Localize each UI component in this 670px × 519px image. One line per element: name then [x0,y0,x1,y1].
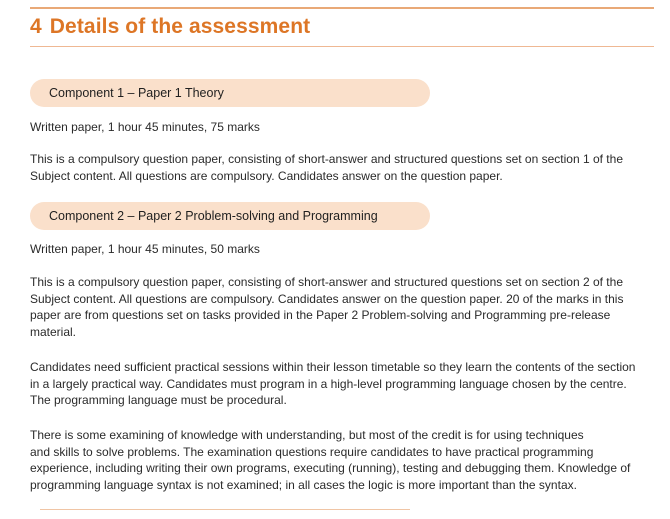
component-2-examining [30,427,662,493]
text-line: Subject content. All questions are compulsory. Candidates answer on the question paper. [30,168,503,183]
text-line: This is a compulsory question paper, consisting of short-answer and structured questions set on section 1 of the [30,152,623,166]
component-1-heading: Component 1 – Paper 1 Theory [30,79,430,107]
component-2-format-text: Written paper, 1 hour 45 minutes, 50 marks [30,242,260,256]
text-line: and skills to solve problems. The examination questions require candidates to have practical programming [30,444,594,459]
text-line: experience, including writing their own programs, executing (running), testing and debugging them. Knowledge of [30,461,631,475]
text-line: paper are from questions set on tasks provided in the Paper 2 Problem-solving and Programming pre-release [30,308,611,322]
section-heading [30,15,310,39]
text-line: Candidates need sufficient practical sessions within their lesson timetable so they learn the contents of the section [30,360,636,374]
section-title: Details of the assessment [49,15,311,38]
text-line: Subject content. All questions are compulsory. Candidates answer on the question paper. 20 of the marks in this [30,291,624,306]
component-1-format [30,119,662,136]
section-number: 4 [30,15,42,38]
text-line: in a largely practical way. Candidates must program in a high-level programming language chosen by the centre. [30,376,627,391]
text-line: There is some examining of knowledge with understanding, but most of the credit is for using techniques [30,428,584,442]
component-2-practical-sessions [30,359,662,409]
bottom-rule [40,509,410,510]
component-1-description [30,151,662,184]
text-line: The programming language must be procedural. [30,393,287,407]
heading-underline-rule [30,46,654,47]
text-line: material. [30,324,77,339]
text-line: programming language syntax is not examined; in all cases the logic is more important than the syntax. [30,477,577,492]
component-2-format [30,241,662,258]
top-rule [30,7,654,9]
component-2-description [30,274,662,340]
text-line: This is a compulsory question paper, consisting of short-answer and structured questions set on section 2 of the [30,275,623,289]
component-1-format-text: Written paper, 1 hour 45 minutes, 75 marks [30,120,260,134]
component-2-heading: Component 2 – Paper 2 Problem-solving and Programming [30,202,430,230]
